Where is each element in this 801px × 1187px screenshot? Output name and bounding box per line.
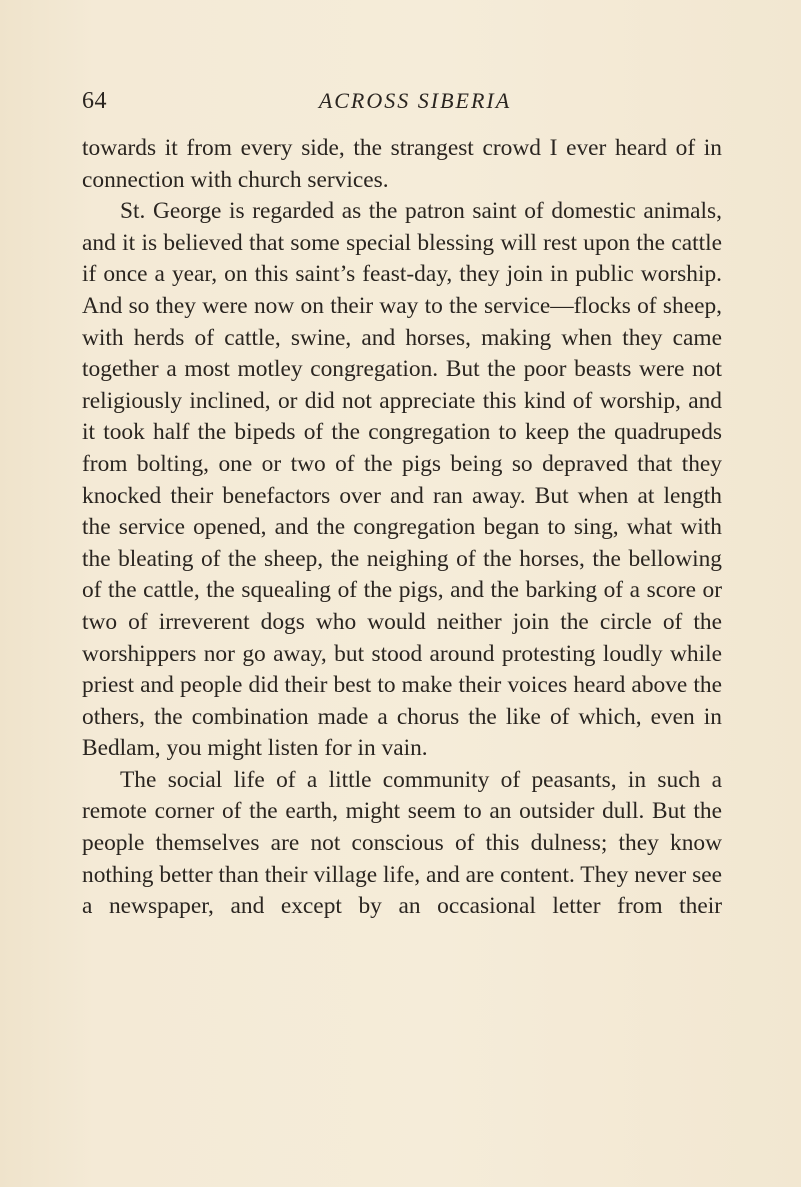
running-head	[82, 88, 722, 118]
paragraph-social-life: The social life of a little community of peasants, in such a remote corner of the earth, might seem to an outsider dull. But the people themselves are not conscious of this dulness; they know nothing better than their village life, and are content. They never see a newspaper, and except by an occasional letter from their	[82, 766, 722, 920]
page-number: 64	[82, 88, 107, 114]
paragraph-continued: towards it from every side, the strangest crowd I ever heard of in connection with church services.	[82, 135, 722, 193]
running-title: ACROSS SIBERIA	[318, 88, 512, 113]
paragraph-st-george: St. George is regarded as the patron saint of domestic animals, and it is believed that some special blessing will rest upon the cattle if once a year, on this saint’s feast-day, they join in public worship. And so they were now on their way to the service—flocks of sheep, with herds of cattle, swine, and horses, making when they came together a most motley congregation. But the poor beasts were not religiously inclined, or did not appreciate this kind of worship, and it took half the bipeds of the congregation to keep the quadrupeds from bolting, one or two of the pigs being so depraved that they knocked their benefactors over and ran away. But when at length the service opened, and the congregation began to sing, what with the bleating of the sheep, the neighing of the horses, the bellowing of the cattle, the squealing of the pigs, and the barking of a score or two of irreverent dogs who would neither join the circle of the worshippers nor go away, but stood around protesting loudly while priest and people did their best to make their voices heard above the others, the combination made a chorus the like of which, even in Bedlam, you might listen for in vain.	[82, 198, 722, 762]
body-text	[82, 133, 722, 923]
